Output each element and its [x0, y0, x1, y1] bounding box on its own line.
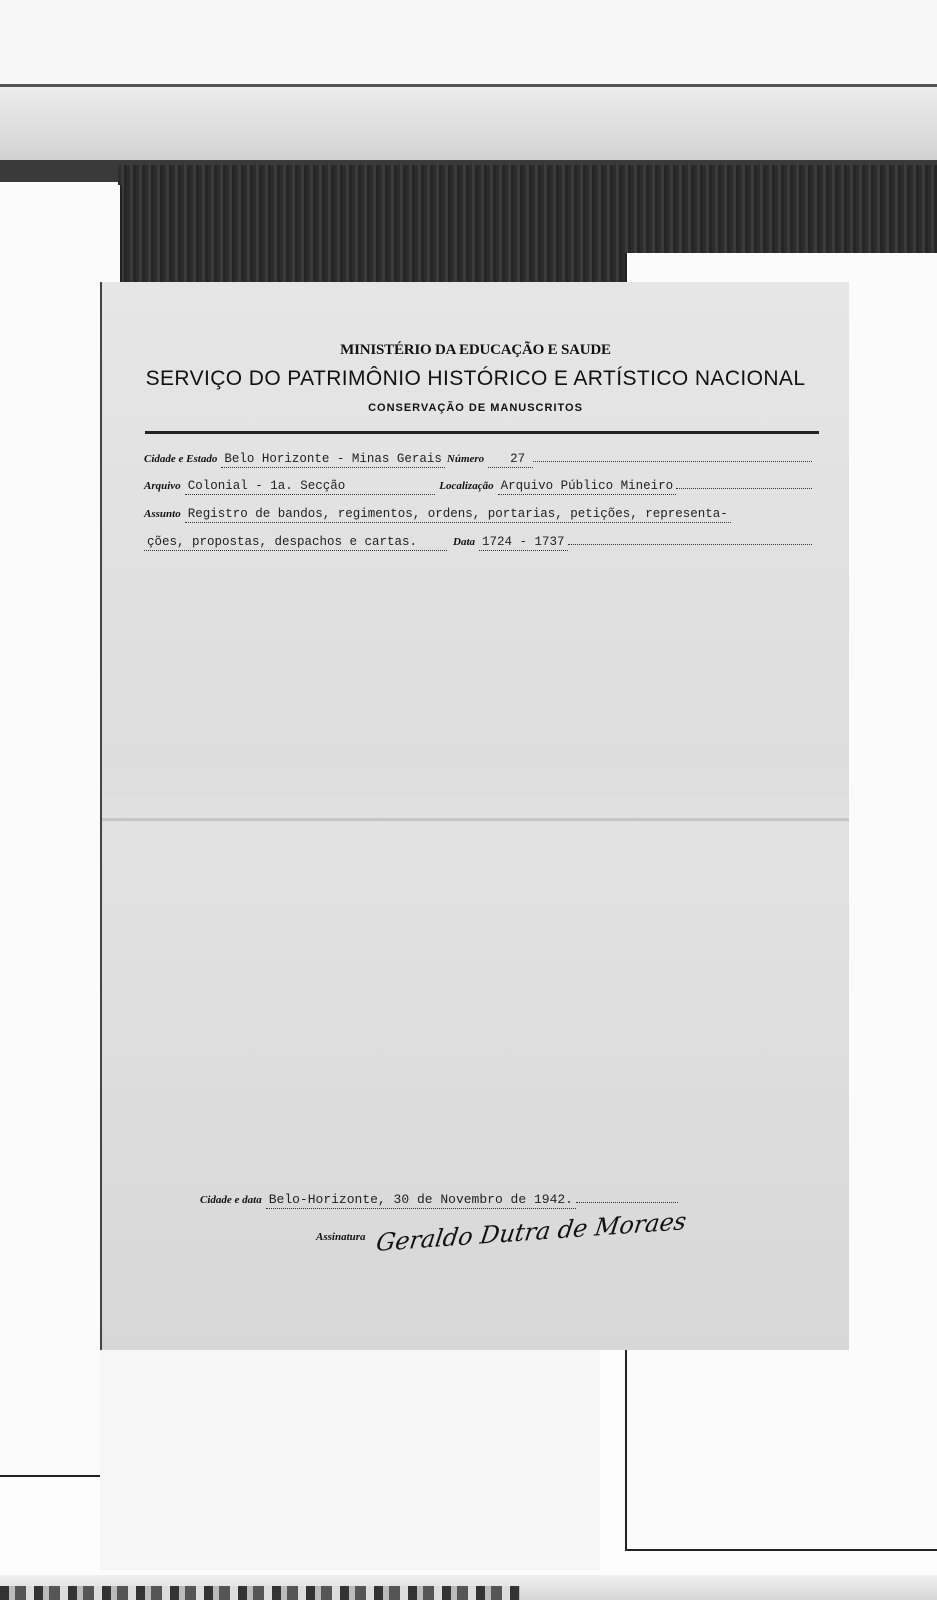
- localizacao-label: Localização: [439, 480, 494, 492]
- numero-value: 27: [488, 452, 533, 468]
- scanner-bottom-mark: [0, 1586, 520, 1600]
- section-title: CONSERVAÇÃO DE MANUSCRITOS: [368, 402, 583, 414]
- data-value: 1724 - 1737: [479, 535, 568, 551]
- paper-fold: [102, 818, 849, 821]
- row-assinatura: [316, 1206, 688, 1258]
- assinatura-label: Assinatura: [316, 1231, 366, 1243]
- cidade-data-value: Belo-Horizonte, 30 de Novembro de 1942.: [266, 1192, 576, 1209]
- row-arquivo: [144, 479, 812, 495]
- header-rule: [145, 431, 819, 434]
- cidade-data-label: Cidade e data: [200, 1194, 262, 1206]
- row-cidade-estado: [144, 452, 812, 468]
- cidade-data-fill: [576, 1202, 678, 1203]
- scanner-top-strip: [0, 0, 937, 85]
- assunto-line-1: Registro de bandos, regimentos, ordens, portarias, petições, representa-: [185, 507, 731, 523]
- localizacao-value: Arquivo Público Mineiro: [498, 479, 677, 495]
- cidade-estado-label: Cidade e Estado: [144, 453, 218, 465]
- background-card-bottom: [100, 1320, 600, 1570]
- row-assunto-cont: [144, 535, 812, 551]
- scanner-grey-band: [0, 87, 937, 167]
- document-sheet: [100, 282, 849, 1350]
- row-assunto: [144, 507, 731, 523]
- cidade-estado-value: Belo Horizonte - Minas Gerais: [221, 452, 445, 468]
- service-title: SERVIÇO DO PATRIMÔNIO HISTÓRICO E ARTÍSTICO NACIONAL: [145, 367, 806, 390]
- ministry-title: MINISTÉRIO DA EDUCAÇÃO E SAUDE: [340, 342, 611, 358]
- localizacao-fill: [676, 488, 812, 489]
- arquivo-label: Arquivo: [144, 480, 181, 492]
- data-label: Data: [453, 536, 476, 548]
- row-cidade-data: [200, 1192, 678, 1209]
- numero-fill: [533, 461, 812, 462]
- assunto-line-2: ções, propostas, despachos e cartas.: [144, 535, 447, 551]
- arquivo-value: Colonial - 1a. Secção: [185, 479, 436, 495]
- assunto-label: Assunto: [144, 508, 181, 520]
- numero-label: Número: [446, 453, 485, 465]
- signature: Geraldo Dutra de Moraes: [373, 1206, 688, 1258]
- data-fill: [568, 544, 812, 545]
